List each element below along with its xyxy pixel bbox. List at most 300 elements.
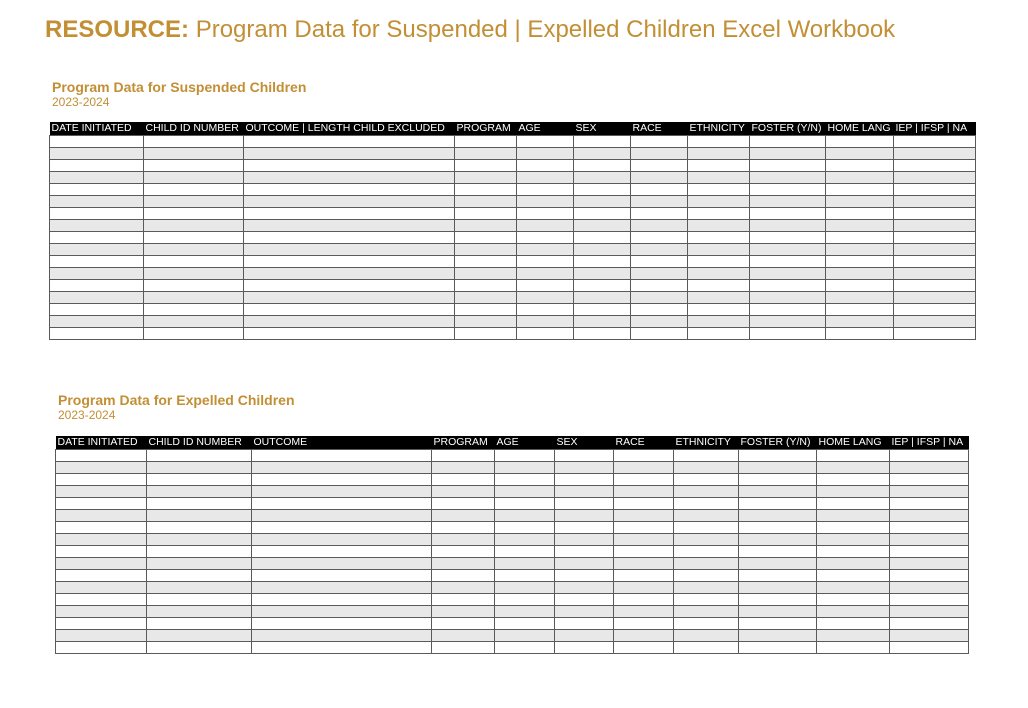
table-cell[interactable] (455, 244, 517, 256)
table-cell[interactable] (495, 474, 555, 486)
table-cell[interactable] (631, 220, 688, 232)
table-cell[interactable] (750, 136, 826, 148)
table-cell[interactable] (244, 304, 455, 316)
table-cell[interactable] (252, 618, 432, 630)
table-cell[interactable] (56, 462, 147, 474)
table-cell[interactable] (894, 268, 976, 280)
table-cell[interactable] (574, 196, 631, 208)
table-cell[interactable] (631, 292, 688, 304)
table-cell[interactable] (631, 172, 688, 184)
table-cell[interactable] (432, 594, 495, 606)
table-cell[interactable] (455, 220, 517, 232)
table-cell[interactable] (574, 256, 631, 268)
table-cell[interactable] (826, 292, 894, 304)
table-cell[interactable] (56, 630, 147, 642)
table-cell[interactable] (750, 160, 826, 172)
table-cell[interactable] (750, 304, 826, 316)
table-cell[interactable] (252, 546, 432, 558)
table-cell[interactable] (517, 304, 574, 316)
table-cell[interactable] (50, 196, 144, 208)
table-cell[interactable] (826, 220, 894, 232)
table-cell[interactable] (631, 160, 688, 172)
table-cell[interactable] (750, 268, 826, 280)
table-cell[interactable] (688, 292, 750, 304)
table-cell[interactable] (614, 594, 674, 606)
table-cell[interactable] (739, 594, 817, 606)
table-cell[interactable] (147, 606, 252, 618)
table-cell[interactable] (50, 328, 144, 340)
table-cell[interactable] (432, 582, 495, 594)
table-cell[interactable] (817, 534, 890, 546)
table-cell[interactable] (432, 642, 495, 654)
table-cell[interactable] (555, 582, 614, 594)
table-cell[interactable] (244, 160, 455, 172)
table-cell[interactable] (890, 570, 969, 582)
table-cell[interactable] (739, 618, 817, 630)
table-cell[interactable] (688, 316, 750, 328)
table-cell[interactable] (555, 618, 614, 630)
table-cell[interactable] (894, 160, 976, 172)
table-cell[interactable] (574, 304, 631, 316)
table-cell[interactable] (894, 244, 976, 256)
table-cell[interactable] (894, 304, 976, 316)
table-cell[interactable] (574, 172, 631, 184)
table-cell[interactable] (890, 630, 969, 642)
table-cell[interactable] (147, 630, 252, 642)
table-cell[interactable] (432, 510, 495, 522)
table-cell[interactable] (517, 292, 574, 304)
table-cell[interactable] (495, 594, 555, 606)
table-cell[interactable] (432, 570, 495, 582)
table-cell[interactable] (574, 232, 631, 244)
table-cell[interactable] (144, 244, 244, 256)
table-cell[interactable] (144, 220, 244, 232)
table-cell[interactable] (826, 160, 894, 172)
table-cell[interactable] (56, 618, 147, 630)
table-cell[interactable] (739, 450, 817, 462)
table-cell[interactable] (455, 172, 517, 184)
table-cell[interactable] (826, 316, 894, 328)
table-cell[interactable] (817, 450, 890, 462)
table-cell[interactable] (688, 196, 750, 208)
table-cell[interactable] (244, 316, 455, 328)
table-cell[interactable] (574, 136, 631, 148)
table-cell[interactable] (674, 510, 739, 522)
table-cell[interactable] (252, 474, 432, 486)
table-cell[interactable] (244, 184, 455, 196)
table-cell[interactable] (574, 148, 631, 160)
table-cell[interactable] (750, 148, 826, 160)
table-cell[interactable] (750, 292, 826, 304)
table-cell[interactable] (614, 618, 674, 630)
table-cell[interactable] (56, 474, 147, 486)
table-cell[interactable] (817, 522, 890, 534)
table-cell[interactable] (555, 498, 614, 510)
table-cell[interactable] (674, 606, 739, 618)
table-cell[interactable] (631, 256, 688, 268)
table-cell[interactable] (739, 534, 817, 546)
table-cell[interactable] (432, 534, 495, 546)
table-cell[interactable] (144, 268, 244, 280)
table-cell[interactable] (144, 196, 244, 208)
table-cell[interactable] (244, 268, 455, 280)
table-cell[interactable] (144, 316, 244, 328)
table-cell[interactable] (252, 510, 432, 522)
table-cell[interactable] (432, 522, 495, 534)
table-cell[interactable] (495, 546, 555, 558)
table-cell[interactable] (147, 570, 252, 582)
table-cell[interactable] (750, 280, 826, 292)
table-cell[interactable] (574, 208, 631, 220)
table-cell[interactable] (147, 558, 252, 570)
table-cell[interactable] (252, 462, 432, 474)
table-cell[interactable] (688, 244, 750, 256)
table-cell[interactable] (147, 618, 252, 630)
table-cell[interactable] (56, 498, 147, 510)
table-cell[interactable] (517, 184, 574, 196)
table-cell[interactable] (817, 462, 890, 474)
table-cell[interactable] (56, 450, 147, 462)
table-cell[interactable] (555, 594, 614, 606)
table-cell[interactable] (890, 534, 969, 546)
table-cell[interactable] (555, 630, 614, 642)
table-cell[interactable] (894, 292, 976, 304)
table-cell[interactable] (147, 594, 252, 606)
table-cell[interactable] (555, 522, 614, 534)
table-cell[interactable] (574, 160, 631, 172)
table-cell[interactable] (750, 328, 826, 340)
table-cell[interactable] (144, 304, 244, 316)
table-cell[interactable] (631, 184, 688, 196)
table-cell[interactable] (826, 280, 894, 292)
table-cell[interactable] (688, 208, 750, 220)
table-cell[interactable] (826, 256, 894, 268)
table-cell[interactable] (455, 184, 517, 196)
table-cell[interactable] (144, 172, 244, 184)
table-cell[interactable] (517, 172, 574, 184)
table-cell[interactable] (894, 172, 976, 184)
table-cell[interactable] (495, 462, 555, 474)
table-cell[interactable] (495, 486, 555, 498)
table-cell[interactable] (495, 582, 555, 594)
table-cell[interactable] (495, 642, 555, 654)
table-cell[interactable] (555, 546, 614, 558)
table-cell[interactable] (56, 642, 147, 654)
table-cell[interactable] (252, 450, 432, 462)
table-cell[interactable] (495, 618, 555, 630)
table-cell[interactable] (432, 618, 495, 630)
table-cell[interactable] (688, 328, 750, 340)
table-cell[interactable] (555, 450, 614, 462)
table-cell[interactable] (739, 630, 817, 642)
table-cell[interactable] (244, 136, 455, 148)
table-cell[interactable] (894, 280, 976, 292)
table-cell[interactable] (826, 232, 894, 244)
table-cell[interactable] (826, 304, 894, 316)
table-cell[interactable] (739, 558, 817, 570)
table-cell[interactable] (144, 148, 244, 160)
table-cell[interactable] (631, 136, 688, 148)
table-cell[interactable] (517, 148, 574, 160)
table-cell[interactable] (890, 450, 969, 462)
table-cell[interactable] (826, 244, 894, 256)
table-cell[interactable] (750, 208, 826, 220)
table-cell[interactable] (674, 594, 739, 606)
table-cell[interactable] (56, 534, 147, 546)
table-cell[interactable] (495, 498, 555, 510)
table-cell[interactable] (688, 232, 750, 244)
table-cell[interactable] (244, 172, 455, 184)
table-cell[interactable] (674, 570, 739, 582)
table-cell[interactable] (455, 232, 517, 244)
table-cell[interactable] (252, 486, 432, 498)
table-cell[interactable] (739, 606, 817, 618)
table-cell[interactable] (674, 474, 739, 486)
table-cell[interactable] (495, 606, 555, 618)
table-cell[interactable] (56, 606, 147, 618)
table-cell[interactable] (688, 160, 750, 172)
table-cell[interactable] (555, 570, 614, 582)
table-cell[interactable] (50, 208, 144, 220)
table-cell[interactable] (750, 232, 826, 244)
table-cell[interactable] (614, 630, 674, 642)
table-cell[interactable] (674, 486, 739, 498)
table-cell[interactable] (574, 328, 631, 340)
table-cell[interactable] (252, 570, 432, 582)
table-cell[interactable] (147, 582, 252, 594)
table-cell[interactable] (894, 256, 976, 268)
table-cell[interactable] (455, 196, 517, 208)
table-cell[interactable] (826, 328, 894, 340)
table-cell[interactable] (890, 498, 969, 510)
table-cell[interactable] (826, 148, 894, 160)
table-cell[interactable] (688, 304, 750, 316)
table-cell[interactable] (517, 220, 574, 232)
table-cell[interactable] (614, 450, 674, 462)
table-cell[interactable] (455, 208, 517, 220)
table-cell[interactable] (517, 256, 574, 268)
table-cell[interactable] (56, 522, 147, 534)
table-cell[interactable] (674, 462, 739, 474)
table-cell[interactable] (890, 594, 969, 606)
table-cell[interactable] (517, 268, 574, 280)
table-cell[interactable] (455, 280, 517, 292)
table-cell[interactable] (614, 462, 674, 474)
table-cell[interactable] (495, 630, 555, 642)
table-cell[interactable] (750, 256, 826, 268)
table-cell[interactable] (56, 594, 147, 606)
table-cell[interactable] (432, 498, 495, 510)
table-cell[interactable] (517, 196, 574, 208)
table-cell[interactable] (817, 582, 890, 594)
table-cell[interactable] (244, 208, 455, 220)
table-cell[interactable] (144, 328, 244, 340)
table-cell[interactable] (826, 208, 894, 220)
table-cell[interactable] (674, 558, 739, 570)
table-cell[interactable] (739, 510, 817, 522)
table-cell[interactable] (614, 498, 674, 510)
table-cell[interactable] (688, 256, 750, 268)
table-cell[interactable] (890, 546, 969, 558)
table-cell[interactable] (750, 184, 826, 196)
table-cell[interactable] (517, 136, 574, 148)
table-cell[interactable] (147, 522, 252, 534)
table-cell[interactable] (517, 160, 574, 172)
table-cell[interactable] (432, 558, 495, 570)
table-cell[interactable] (455, 136, 517, 148)
table-cell[interactable] (50, 160, 144, 172)
table-cell[interactable] (894, 184, 976, 196)
table-cell[interactable] (495, 450, 555, 462)
table-cell[interactable] (750, 244, 826, 256)
table-cell[interactable] (674, 450, 739, 462)
table-cell[interactable] (688, 220, 750, 232)
table-cell[interactable] (817, 486, 890, 498)
table-cell[interactable] (252, 630, 432, 642)
table-cell[interactable] (50, 316, 144, 328)
table-cell[interactable] (817, 642, 890, 654)
table-cell[interactable] (144, 160, 244, 172)
table-cell[interactable] (739, 474, 817, 486)
table-cell[interactable] (574, 280, 631, 292)
table-cell[interactable] (495, 510, 555, 522)
table-cell[interactable] (144, 136, 244, 148)
table-cell[interactable] (244, 292, 455, 304)
table-cell[interactable] (631, 280, 688, 292)
table-cell[interactable] (890, 522, 969, 534)
table-cell[interactable] (631, 232, 688, 244)
table-cell[interactable] (750, 172, 826, 184)
table-cell[interactable] (890, 606, 969, 618)
table-cell[interactable] (555, 642, 614, 654)
table-cell[interactable] (890, 642, 969, 654)
table-cell[interactable] (555, 558, 614, 570)
table-cell[interactable] (614, 606, 674, 618)
table-cell[interactable] (50, 304, 144, 316)
table-cell[interactable] (495, 558, 555, 570)
table-cell[interactable] (631, 244, 688, 256)
table-cell[interactable] (894, 196, 976, 208)
table-cell[interactable] (147, 474, 252, 486)
table-cell[interactable] (144, 256, 244, 268)
table-cell[interactable] (252, 594, 432, 606)
table-cell[interactable] (50, 220, 144, 232)
table-cell[interactable] (517, 316, 574, 328)
table-cell[interactable] (432, 630, 495, 642)
table-cell[interactable] (144, 232, 244, 244)
table-cell[interactable] (147, 486, 252, 498)
table-cell[interactable] (894, 136, 976, 148)
table-cell[interactable] (817, 606, 890, 618)
table-cell[interactable] (455, 148, 517, 160)
table-cell[interactable] (817, 474, 890, 486)
table-cell[interactable] (432, 450, 495, 462)
table-cell[interactable] (244, 148, 455, 160)
table-cell[interactable] (739, 498, 817, 510)
table-cell[interactable] (750, 220, 826, 232)
table-cell[interactable] (631, 316, 688, 328)
table-cell[interactable] (688, 280, 750, 292)
table-cell[interactable] (817, 630, 890, 642)
table-cell[interactable] (631, 208, 688, 220)
table-cell[interactable] (244, 280, 455, 292)
table-cell[interactable] (890, 474, 969, 486)
table-cell[interactable] (432, 474, 495, 486)
table-cell[interactable] (50, 148, 144, 160)
table-cell[interactable] (614, 546, 674, 558)
table-cell[interactable] (739, 462, 817, 474)
table-cell[interactable] (817, 510, 890, 522)
table-cell[interactable] (817, 570, 890, 582)
table-cell[interactable] (739, 546, 817, 558)
table-cell[interactable] (894, 316, 976, 328)
table-cell[interactable] (894, 148, 976, 160)
table-cell[interactable] (432, 546, 495, 558)
table-cell[interactable] (674, 522, 739, 534)
table-cell[interactable] (817, 558, 890, 570)
table-cell[interactable] (750, 316, 826, 328)
table-cell[interactable] (432, 462, 495, 474)
table-cell[interactable] (517, 208, 574, 220)
table-cell[interactable] (252, 522, 432, 534)
table-cell[interactable] (147, 534, 252, 546)
table-cell[interactable] (614, 582, 674, 594)
table-cell[interactable] (455, 328, 517, 340)
table-cell[interactable] (674, 498, 739, 510)
table-cell[interactable] (50, 256, 144, 268)
table-cell[interactable] (56, 510, 147, 522)
table-cell[interactable] (517, 280, 574, 292)
table-cell[interactable] (56, 558, 147, 570)
table-cell[interactable] (574, 268, 631, 280)
table-cell[interactable] (894, 208, 976, 220)
table-cell[interactable] (631, 148, 688, 160)
table-cell[interactable] (144, 292, 244, 304)
table-cell[interactable] (555, 462, 614, 474)
table-cell[interactable] (555, 606, 614, 618)
table-cell[interactable] (555, 510, 614, 522)
table-cell[interactable] (826, 196, 894, 208)
table-cell[interactable] (894, 232, 976, 244)
table-cell[interactable] (555, 474, 614, 486)
table-cell[interactable] (614, 510, 674, 522)
table-cell[interactable] (455, 256, 517, 268)
table-cell[interactable] (894, 220, 976, 232)
table-cell[interactable] (890, 510, 969, 522)
table-cell[interactable] (252, 642, 432, 654)
table-cell[interactable] (817, 594, 890, 606)
table-cell[interactable] (614, 570, 674, 582)
table-cell[interactable] (688, 136, 750, 148)
table-cell[interactable] (574, 184, 631, 196)
table-cell[interactable] (688, 184, 750, 196)
table-cell[interactable] (817, 546, 890, 558)
table-cell[interactable] (614, 642, 674, 654)
table-cell[interactable] (56, 582, 147, 594)
table-cell[interactable] (574, 220, 631, 232)
table-cell[interactable] (50, 232, 144, 244)
table-cell[interactable] (244, 232, 455, 244)
table-cell[interactable] (147, 546, 252, 558)
table-cell[interactable] (455, 268, 517, 280)
table-cell[interactable] (890, 582, 969, 594)
table-cell[interactable] (147, 462, 252, 474)
table-cell[interactable] (817, 618, 890, 630)
table-cell[interactable] (674, 534, 739, 546)
table-cell[interactable] (56, 546, 147, 558)
table-cell[interactable] (574, 316, 631, 328)
table-cell[interactable] (495, 570, 555, 582)
